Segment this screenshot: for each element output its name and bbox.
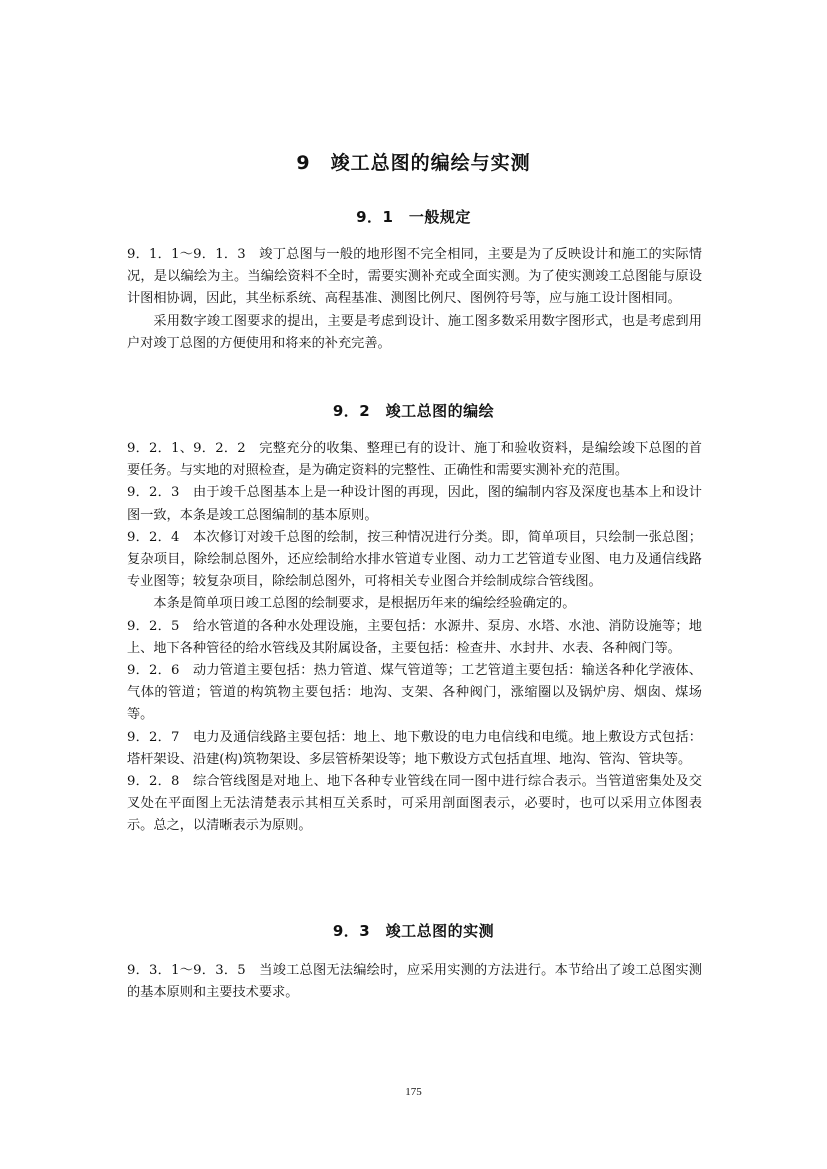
paragraph-9-2-5: 9．2．5 给水管道的各种水处理设施，主要包括：水源井、泵房、水塔、水池、消防设施等；地上、地下各种管径的给水管线及其附属设备，主要包括：检查井、水封井、水表、各种阀门等。 [127,618,702,656]
paragraph-9-2-4-note: 本条是简单项日竣工总图的绘制要求，是根据历年来的编绘经验确定的。 [153,596,576,612]
paragraph-9-2-3: 9．2．3 由于竣千总图基本上是一种设计图的再现，因此，图的编制内容及深度也基本上和设计图一致，本条是竣工总图编制的基本原则。 [127,485,702,523]
paragraph-9-1-1: 9．1．1～9．1．3 竣丁总图与一般的地形图不完全相同，主要是为了反映设计和施工的实际情况，是以编绘为主。当编绘资料不全时，需要实测补充或全面实测。为了使实测竣工总图能与原设计图相协调，因此，其坐标系统、高程基准、测图比例尺、图例符号等，应与施工设计图相同。 [127,247,702,307]
section-body-9-2 [127,438,702,838]
paragraph-9-2-1: 9．2．1、9．2．2 完整充分的收集、整理已有的设计、施丁和验收资料，是编绘竣下总图的首要任务。与实地的对照检查，是为确定资料的完整性、正确性和需要实测补充的范围。 [127,441,702,479]
paragraph-9-2-4: 9．2．4 本次修订对竣千总图的绘制，按三种情况进行分类。即，简单项目，只绘制一张总图；复杂项目，除绘制总图外，还应绘制给水排水管道专业图、动力工艺管道专业图、电力及通信线路专业图等；较复杂项目，除绘制总图外，可将相关专业图合并绘制成综合管线图。 [127,529,702,590]
section-title-9-1: 9．1 一般规定 [356,208,471,226]
paragraph-9-2-8: 9．2．8 综合管线图是对地上、地下各种专业管线在同一图中进行综合表示。当管道密集处及交叉处在平面图上无法清楚表示其相互关系时，可采用剖面图表示，必要时，也可以采用立体图表示。总之，以清晰表示为原则。 [127,774,702,834]
section-body-9-3 [127,960,702,1004]
section-body-9-1 [127,244,702,355]
paragraph-9-2-6: 9．2．6 动力管道主要包括：热力管道、煤气管道等；工艺管道主要包括：输送各种化学液体、气体的管道；管道的构筑物主要包括：地沟、支架、各种阀门，涨缩圈以及锅炉房、烟囱、煤场等。 [127,663,702,723]
chapter-title: 9 竣工总图的编绘与实测 [296,152,531,174]
section-title-9-3: 9．3 竣工总图的实测 [332,922,495,940]
paragraph-9-2-7: 9．2．7 电力及通信线路主要包括：地上、地下敷设的电力电信线和电缆。地上敷设方式包括：塔杆架设、沿建(构)筑物架设、多层管桥架设等；地下敷设方式包括直埋、地沟、管沟、管块等。 [127,729,702,767]
section-title-9-2: 9．2 竣工总图的编绘 [332,402,495,420]
paragraph-9-1-2: 采用数字竣工图要求的提出，主要是考虑到设计、施工图多数采用数字图形式，也是考虑到用户对竣丁总图的方便使用和将来的补充完善。 [127,313,702,351]
page-number: 175 [405,1086,422,1098]
paragraph-9-3-1: 9．3．1～9．3．5 当竣工总图无法编绘时，应采用实测的方法进行。本节给出了竣工总图实测的基本原则和主要技术要求。 [127,963,702,1001]
